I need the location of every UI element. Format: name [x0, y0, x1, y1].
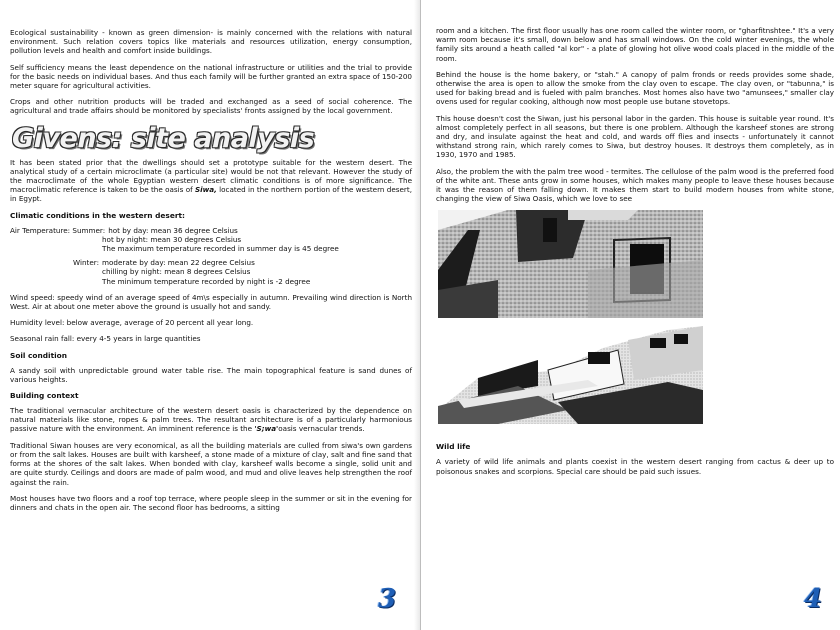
winter-day: moderate by day: mean 22 degree Celsius: [102, 258, 255, 268]
winter-min: The minimum temperature recorded by night is -2 degree: [102, 276, 311, 286]
paragraph-humidity: Humidity level: below average, average of 20 percent all year long.: [10, 318, 254, 328]
paragraph-wildlife: A variety of wild life animals and plants coexist in the western desert ranging from cactus & deer up to poisonous snakes and scorpions. Special care should be paid such issues.: [436, 457, 834, 476]
building1-text-a: The traditional vernacular architecture of the western desert oasis is characterized by the dependence on natural materials like stone, ropes & palm trees. The resultant architecture is of a particularly harmonious passive nature with the environment. An imminent reference is the: [10, 406, 412, 434]
paragraph-termites: Also, the problem the with the palm tree wood - termites. The cellulose of the palm wood is the preferred food of the white ant. These ants grow in some houses, which makes many people to leave these houses because it was the reason of them falling down. It makes them start to build modern houses from white stone, changing the view of Siwa Oasis, which we love to see: [436, 166, 834, 204]
paragraph-building-1: [10, 406, 412, 434]
summer-night: hot by night: mean 30 degrees Celsius: [102, 234, 242, 244]
building1-siwa: 'S;wa': [254, 424, 279, 434]
climate-heading: Climatic conditions in the western desert:: [10, 210, 185, 220]
paragraph-house-cost: This house doesn't cost the Siwan, just his personal labor in the garden. This house is suitable year round. It's almost completely perfect in all seasons, but there is one problem. Although the karsheef stones are strong and dry, and insulate against the heat and cold, and wards off flies and insects - unfortunately it cannot withstand strong rain, which rarely comes to Siwa, but destroy houses. It destroys them completely, as in 1930, 1970 and 1985.: [436, 113, 834, 160]
page-number: 4: [804, 584, 823, 614]
paragraph-soil: A sandy soil with unpredictable ground water table rise. The main topographical feature is sand dunes of various heights.: [10, 365, 412, 384]
page-number: 3: [378, 584, 397, 614]
intro-text-a: It has been stated prior that the dwellings should set a prototype suitable for the western desert. The analytical study of a certain microclimate (a particular site) would be not that relevant. However the study of the macroclimate of the whole Egyptian western desert climatic conditions is of more significance. The macroclimatic reference is taken to be the oasis of: [10, 157, 412, 195]
paragraph-winter-room: room and a kitchen. The first floor usually has one room called the winter room, or "gharfitnshtee." It's a very warm room because it's small, down below and has small windows. On the cold winter evenings, the whole family sits around a heath called "al kor" - a plate of glowing hot olive wood coals placed in the middle of the room.: [436, 26, 834, 63]
summer-day: hot by day: mean 36 degree Celsius: [108, 225, 238, 235]
photo-illustration: [438, 210, 703, 424]
paragraph-self-sufficiency: Self sufficiency means the least dependence on the national infrastructure or utilities and the trial to provide for the basic needs on individual bases. And thus each family will be further granted an extra space of 150-200 meter square for agricultural activities.: [10, 62, 412, 91]
paragraph-building-2: Traditional Siwan houses are very economical, as all the building materials are culled from siwa's own gardens or from the salt lakes. Houses are built with karsheef, a stone made of a mixture of clay, salt and fine sand that forms at the shores of the salt lakes. When bonded with clay, karsheef walls become a single, solid unit and are quite sturdy. Ceilings and doors are made of palm wood, and mud and olive leaves help strengthen the roof against the rain.: [10, 440, 412, 487]
building1-text-b: oasis vernacular trends.: [278, 424, 365, 434]
paragraph-building-3: Most houses have two floors and a roof top terrace, where people sleep in the summer or sit in the evening for dinners and chats in the open air. The second floor has bedrooms, a sitting: [10, 493, 412, 512]
paragraph-rain: Seasonal rain fall: every 4-5 years in large quantities: [10, 334, 201, 344]
paragraph-ecological: Ecological sustainability - known as green dimension- is mainly concerned with the relations with natural environment. Such relation covers topics like materials and resources utilization, energy consumption, pollution levels and health and comfort inside buildings.: [10, 28, 412, 56]
intro-siwa: Siwa,: [194, 185, 217, 195]
soil-heading: Soil condition: [10, 350, 67, 360]
page-divider: [420, 0, 421, 630]
summer-max: The maximum temperature recorded in summer day is 45 degree: [102, 244, 339, 254]
siwa-architecture-photo: [438, 210, 703, 424]
building-heading: Building context: [10, 391, 79, 401]
paragraph-intro: [10, 158, 412, 204]
paragraph-bakery: Behind the house is the home bakery, or "stah." A canopy of palm fronds or reeds provides some shade, otherwise the area is open to allow the smoke from the clay oven to escape. The clay oven, or "tabunna," is used for baking bread and is fueled with palm branches. Most homes also have two "amunsees," smaller clay ovens used for regular cooking, although now most people use butane stovetops.: [436, 69, 834, 107]
wildlife-heading: Wild life: [436, 442, 471, 452]
winter-night: chilling by night: mean 8 degrees Celsius: [102, 267, 251, 277]
temperature-block: [10, 226, 412, 286]
paragraph-wind: Wind speed: speedy wind of an average speed of 4m\s especially in autumn. Prevailing wind direction is North West. Air at about one meter above the ground is usually hot and sandy.: [10, 292, 412, 312]
right-page: [426, 0, 840, 630]
air-temperature-label: Air Temperature: Summer:: [10, 225, 106, 235]
winter-label: Winter:: [73, 258, 99, 268]
section-heading-givens: Givens: site analysis: [12, 122, 315, 154]
intro-text-b: located in the northern portion of the western desert, in Egypt.: [10, 185, 412, 204]
paragraph-crops: Crops and other nutrition products will be traded and exchanged as a seed of social coherence. The agricultural and trade affairs should be monitored by specialists' fronts assigned by the local government.: [10, 97, 412, 116]
